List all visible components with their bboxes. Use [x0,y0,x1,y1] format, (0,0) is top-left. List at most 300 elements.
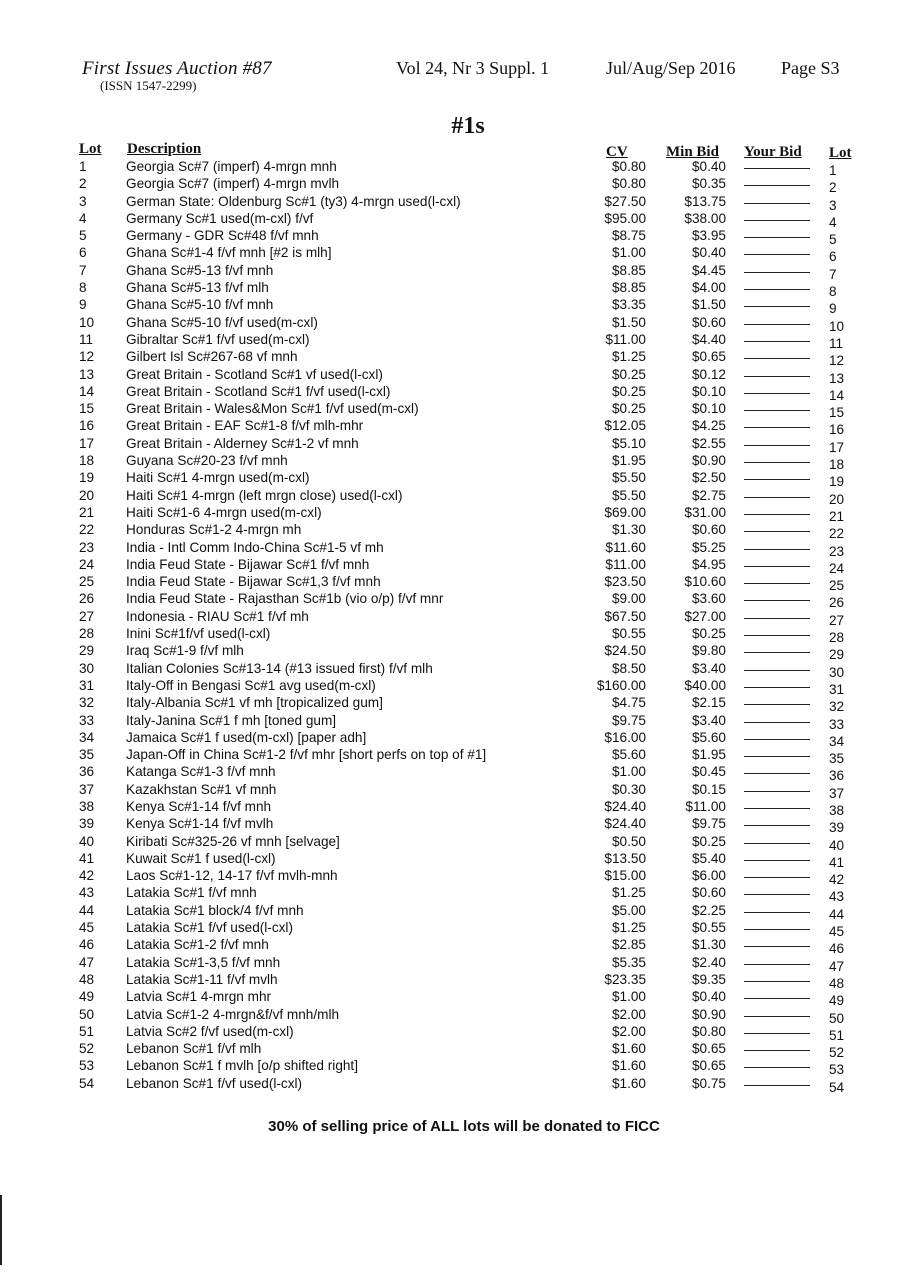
lot-number-right: 51 [829,1027,845,1043]
lot-number: 35 [79,747,95,763]
lot-number: 1 [79,159,87,174]
lot-description: Gilbert Isl Sc#267-68 vf mnh [126,349,298,365]
your-bid-field[interactable] [744,919,810,930]
minimum-bid: $5.60 [691,729,726,745]
lot-row [0,936,900,957]
lot-description: Latakia Sc#1 f/vf mnh [126,885,257,901]
your-bid-field[interactable] [744,539,810,550]
lot-row [0,625,900,646]
issn-number: (ISSN 1547-2299) [100,78,197,93]
your-bid-field[interactable] [744,452,810,463]
catalog-value: $11.00 [605,331,646,347]
lot-number: 15 [79,401,95,417]
lot-row [0,193,900,213]
catalog-value: $9.75 [611,712,646,728]
lot-row [0,348,900,369]
catalog-value: $12.05 [604,418,646,434]
lot-row [0,1057,900,1078]
your-bid-field[interactable] [744,1040,810,1051]
lot-row [0,884,900,905]
your-bid-field[interactable] [744,677,810,688]
your-bid-field[interactable] [744,608,810,619]
catalog-value: $1.50 [611,314,646,330]
lot-number-right: 6 [829,249,837,265]
lot-description: Lebanon Sc#1 f mvlh [o/p shifted right] [126,1058,358,1074]
lot-row [0,296,900,317]
lot-number: 9 [79,297,87,313]
lot-number-right: 5 [829,232,837,248]
lot-description: Germany - GDR Sc#48 f/vf mnh [126,228,319,244]
catalog-value: $2.00 [611,1023,646,1039]
your-bid-field[interactable] [744,1023,810,1034]
lot-description: Ghana Sc#1-4 f/vf mnh [#2 is mlh] [126,245,332,261]
lot-row [0,556,900,576]
lot-number: 41 [79,850,95,866]
lot-row [0,660,900,680]
catalog-value: $11.00 [605,556,646,572]
catalog-value: $11.60 [605,539,646,555]
minimum-bid: $0.90 [691,1006,726,1022]
lot-number-right: 54 [829,1079,845,1095]
lot-description: Ghana Sc#5-10 f/vf used(m-cxl) [126,314,318,330]
lot-row [0,919,900,940]
lot-description: Haiti Sc#1 4-mrgn used(m-cxl) [126,470,310,486]
lot-row [0,781,900,801]
your-bid-field[interactable] [744,244,810,255]
lot-row [0,573,900,594]
lot-description: Lebanon Sc#1 f/vf used(l-cxl) [126,1075,303,1091]
catalog-value: $5.10 [611,435,646,451]
minimum-bid: $0.80 [691,1023,726,1039]
your-bid-field[interactable] [744,746,810,757]
lot-number-right: 42 [829,872,845,888]
minimum-bid: $0.60 [691,522,726,538]
lot-row [0,400,900,421]
lot-row [0,712,900,732]
lot-number-right: 39 [829,820,845,836]
lot-row [0,954,900,974]
minimum-bid: $0.45 [691,764,726,780]
scan-edge-mark [0,1195,2,1265]
lot-number: 50 [79,1006,95,1022]
your-bid-field[interactable] [744,521,810,532]
lot-number: 45 [79,920,95,936]
your-bid-field[interactable] [744,936,810,947]
lot-number-right: 19 [829,474,845,490]
minimum-bid: $6.00 [691,868,726,884]
minimum-bid: $0.12 [691,366,726,382]
lot-number: 46 [79,937,95,953]
catalog-value: $0.25 [611,383,646,399]
minimum-bid: $2.55 [691,435,726,451]
lot-row [0,158,900,178]
catalog-value: $13.50 [604,850,646,866]
lot-number: 12 [79,349,95,365]
minimum-bid: $1.95 [691,747,726,763]
catalog-value: $24.50 [604,643,646,659]
catalog-value: $0.80 [611,159,646,174]
lot-row [0,815,900,836]
lot-row [0,642,900,663]
lot-row [0,1040,900,1061]
your-bid-field[interactable] [744,193,810,204]
your-bid-field[interactable] [744,314,810,325]
minimum-bid: $0.75 [691,1075,726,1091]
lot-number: 37 [79,781,95,797]
lot-number: 5 [79,228,87,244]
column-header-min-bid: Min Bid [666,144,719,160]
catalog-value: $67.50 [604,608,646,624]
lot-description: Latvia Sc#1 4-mrgn mhr [126,989,272,1005]
your-bid-field[interactable] [744,902,810,913]
lot-description: Great Britain - Scotland Sc#1 vf used(l-cxl) [126,366,383,382]
lot-number-right: 52 [829,1045,845,1061]
lot-number: 47 [79,954,95,970]
lot-number-right: 2 [829,180,837,196]
lot-description: Kenya Sc#1-14 f/vf mvlh [126,816,274,832]
minimum-bid: $27.00 [684,608,726,624]
your-bid-field[interactable] [744,279,810,290]
minimum-bid: $0.40 [691,245,726,261]
minimum-bid: $4.00 [691,280,726,296]
catalog-value: $1.25 [611,920,646,936]
lot-row [0,694,900,715]
lot-description: Latvia Sc#1-2 4-mrgn&f/vf mnh/mlh [126,1006,340,1022]
lot-row [0,487,900,507]
lot-description: Latakia Sc#1-11 f/vf mvlh [126,971,278,987]
lot-number: 13 [79,366,95,382]
lot-number-right: 38 [829,802,845,818]
lot-number-right: 3 [829,197,837,213]
lot-description: Italy-Albania Sc#1 vf mh [tropicalized gum] [126,695,383,711]
lot-number-right: 18 [829,457,845,473]
your-bid-field[interactable] [744,210,810,221]
your-bid-field[interactable] [744,348,810,359]
lot-number-right: 24 [829,560,845,576]
lot-description: Indonesia - RIAU Sc#1 f/vf mh [126,608,309,624]
lot-number-right: 30 [829,664,845,680]
your-bid-field[interactable] [744,417,810,428]
your-bid-field[interactable] [744,296,810,307]
your-bid-field[interactable] [744,331,810,342]
catalog-value: $15.00 [604,868,646,884]
lot-row [0,504,900,524]
your-bid-field[interactable] [744,625,810,636]
minimum-bid: $0.35 [691,176,726,192]
your-bid-field[interactable] [744,262,810,273]
lot-description: India Feud State - Bijawar Sc#1 f/vf mnh [126,556,370,572]
lot-number-right: 15 [829,405,845,421]
your-bid-field[interactable] [744,660,810,671]
lot-number-right: 21 [829,508,845,524]
lot-number: 8 [79,280,87,296]
lot-number-right: 50 [829,1010,845,1026]
lot-number: 33 [79,712,95,728]
lot-number: 21 [79,504,95,520]
lot-description: Ghana Sc#5-13 f/vf mnh [126,262,274,278]
your-bid-field[interactable] [744,400,810,411]
lot-row [0,539,900,559]
your-bid-field[interactable] [744,1057,810,1068]
lot-number: 42 [79,868,95,884]
lot-number: 29 [79,643,95,659]
lot-number: 52 [79,1041,95,1057]
lot-row [0,798,900,818]
minimum-bid: $2.40 [691,954,726,970]
minimum-bid: $3.60 [691,591,726,607]
lot-row [0,677,900,697]
lot-row [0,608,900,628]
minimum-bid: $3.95 [691,228,726,244]
minimum-bid: $4.45 [691,262,726,278]
lot-number: 43 [79,885,95,901]
lot-number-right: 43 [829,889,845,905]
minimum-bid: $0.65 [691,1058,726,1074]
lot-row [0,244,900,265]
minimum-bid: $0.25 [691,626,726,642]
auction-title: First Issues Auction #87 [82,58,272,79]
lot-number: 14 [79,383,95,399]
lot-number: 19 [79,470,95,486]
lot-description: Georgia Sc#7 (imperf) 4-mrgn mvlh [126,176,340,192]
lot-row [0,279,900,300]
lot-number: 44 [79,902,95,918]
your-bid-field[interactable] [744,487,810,498]
lot-number-right: 46 [829,941,845,957]
minimum-bid: $2.25 [691,902,726,918]
lot-number: 17 [79,435,95,451]
minimum-bid: $1.30 [691,937,726,953]
catalog-value: $8.85 [611,280,646,296]
lot-description: Latakia Sc#1-3,5 f/vf mnh [126,954,281,970]
lot-number: 24 [79,556,95,572]
catalog-value: $1.00 [611,764,646,780]
your-bid-field[interactable] [744,1075,810,1086]
catalog-value: $1.00 [611,245,646,261]
catalog-value: $27.50 [604,193,646,209]
lot-number-right: 40 [829,837,845,853]
lot-number-right: 23 [829,543,845,559]
lot-number-right: 36 [829,768,845,784]
minimum-bid: $3.40 [691,712,726,728]
minimum-bid: $11.00 [685,798,726,814]
minimum-bid: $9.35 [691,971,726,987]
lot-number-right: 47 [829,958,845,974]
lot-row [0,314,900,334]
lot-number-right: 17 [829,439,845,455]
your-bid-field[interactable] [744,763,810,774]
lot-number: 53 [79,1058,95,1074]
lot-number: 34 [79,729,95,745]
catalog-value: $23.35 [604,971,646,987]
minimum-bid: $4.95 [691,556,726,572]
issue-date: Jul/Aug/Sep 2016 [606,58,736,78]
your-bid-field[interactable] [744,694,810,705]
minimum-bid: $0.10 [691,383,726,399]
lot-row [0,1006,900,1026]
lot-row [0,833,900,853]
column-header-cv: CV [606,144,628,160]
lot-number: 28 [79,626,95,642]
lot-number-right: 32 [829,699,845,715]
lot-row [0,210,900,230]
lot-number: 18 [79,453,95,469]
lot-number-right: 22 [829,526,845,542]
lot-number-right: 34 [829,733,845,749]
your-bid-field[interactable] [744,971,810,982]
catalog-value: $95.00 [604,210,646,226]
lot-number: 7 [79,262,87,278]
lot-number-right: 49 [829,993,845,1009]
lot-number: 10 [79,314,95,330]
catalog-value: $69.00 [604,504,646,520]
your-bid-field[interactable] [744,435,810,446]
catalog-value: $160.00 [596,677,646,693]
your-bid-field[interactable] [744,884,810,895]
your-bid-field[interactable] [744,1006,810,1017]
lot-list [0,158,900,1095]
catalog-value: $4.75 [611,695,646,711]
minimum-bid: $0.60 [691,885,726,901]
lot-description: Latakia Sc#1-2 f/vf mnh [126,937,269,953]
donation-note [0,1118,900,1135]
your-bid-field[interactable] [744,175,810,186]
minimum-bid: $2.50 [691,470,726,486]
minimum-bid: $38.00 [684,210,726,226]
lot-number-right: 25 [829,578,845,594]
lot-description: Lebanon Sc#1 f/vf mlh [126,1041,262,1057]
your-bid-field[interactable] [744,469,810,480]
lot-description: Italy-Off in Bengasi Sc#1 avg used(m-cxl) [126,677,376,693]
minimum-bid: $4.25 [691,418,726,434]
catalog-value: $1.25 [611,885,646,901]
lot-row [0,469,900,490]
your-bid-field[interactable] [744,798,810,809]
minimum-bid: $40.00 [684,677,726,693]
lot-description: Haiti Sc#1 4-mrgn (left mrgn close) used(l-cxl) [126,487,403,503]
lot-row [0,988,900,1009]
lot-description: India Feud State - Bijawar Sc#1,3 f/vf mnh [126,574,381,590]
lot-number-right: 41 [829,854,845,870]
lot-number: 26 [79,591,95,607]
lot-number-right: 28 [829,630,845,646]
lot-row [0,1075,900,1095]
lot-row [0,590,900,611]
lot-number-right: 14 [829,387,845,403]
lot-number: 23 [79,539,95,555]
minimum-bid: $1.50 [691,297,726,313]
lot-number-right: 10 [829,318,845,334]
your-bid-field[interactable] [744,642,810,653]
lot-row [0,262,900,282]
your-bid-field[interactable] [744,383,810,394]
section-title [0,113,900,140]
catalog-value: $1.95 [611,453,646,469]
your-bid-field[interactable] [744,833,810,844]
your-bid-field[interactable] [744,158,810,169]
lot-number-right: 20 [829,491,845,507]
your-bid-field[interactable] [744,504,810,515]
lot-row [0,417,900,438]
minimum-bid: $0.25 [691,833,726,849]
lot-description: Honduras Sc#1-2 4-mrgn mh [126,522,302,538]
lot-number: 2 [79,176,87,192]
lot-number-right: 31 [829,681,845,697]
lot-number-right: 27 [829,612,845,628]
your-bid-field[interactable] [744,850,810,861]
minimum-bid: $4.40 [691,331,726,347]
lot-row [0,331,900,351]
your-bid-field[interactable] [744,954,810,965]
your-bid-field[interactable] [744,712,810,723]
your-bid-field[interactable] [744,781,810,792]
column-header-lot-right: Lot [829,145,852,161]
lot-number-right: 13 [829,370,845,386]
lot-number: 39 [79,816,95,832]
minimum-bid: $5.25 [691,539,726,555]
catalog-value: $5.00 [611,902,646,918]
lot-number: 30 [79,660,95,676]
lot-row [0,435,900,455]
lot-row [0,867,900,888]
lot-description: Latakia Sc#1 block/4 f/vf mnh [126,902,304,918]
your-bid-field[interactable] [744,366,810,377]
lot-description: Katanga Sc#1-3 f/vf mnh [126,764,276,780]
lot-number: 6 [79,245,87,261]
lot-description: Guyana Sc#20-23 f/vf mnh [126,453,288,469]
column-header-your-bid: Your Bid [744,144,802,160]
catalog-value: $0.30 [611,781,646,797]
lot-row [0,521,900,542]
your-bid-field[interactable] [744,729,810,740]
your-bid-field[interactable] [744,573,810,584]
minimum-bid: $0.40 [691,989,726,1005]
your-bid-field[interactable] [744,556,810,567]
lot-row [0,452,900,473]
lot-description: Ghana Sc#5-13 f/vf mlh [126,280,269,296]
lot-row [0,971,900,991]
lot-number-right: 45 [829,924,845,940]
lot-description: Italy-Janina Sc#1 f mh [toned gum] [126,712,337,728]
your-bid-field[interactable] [744,815,810,826]
minimum-bid: $0.15 [691,781,726,797]
lot-description: Inini Sc#1f/vf used(l-cxl) [126,626,271,642]
catalog-value: $1.25 [611,349,646,365]
lot-number: 49 [79,989,95,1005]
catalog-value: $5.35 [611,954,646,970]
donation-note-text: 30% of selling price of ALL lots will be donated to FICC [268,1118,660,1135]
lot-number-right: 1 [829,163,837,178]
lot-description: Haiti Sc#1-6 4-mrgn used(m-cxl) [126,504,322,520]
catalog-value: $1.60 [611,1058,646,1074]
catalog-value: $3.35 [611,297,646,313]
your-bid-field[interactable] [744,590,810,601]
your-bid-field[interactable] [744,867,810,878]
volume-info: Vol 24, Nr 3 Suppl. 1 [396,58,550,78]
lot-row [0,383,900,403]
lot-number-right: 35 [829,751,845,767]
minimum-bid: $5.40 [691,850,726,866]
lot-description: Japan-Off in China Sc#1-2 f/vf mhr [short perfs on top of #1] [126,747,487,763]
lot-number-right: 11 [829,335,844,351]
your-bid-field[interactable] [744,227,810,238]
your-bid-field[interactable] [744,988,810,999]
minimum-bid: $9.80 [691,643,726,659]
lot-description: Germany Sc#1 used(m-cxl) f/vf [126,210,314,226]
minimum-bid: $13.75 [684,193,726,209]
catalog-value: $0.55 [611,626,646,642]
lot-number-right: 16 [829,422,845,438]
